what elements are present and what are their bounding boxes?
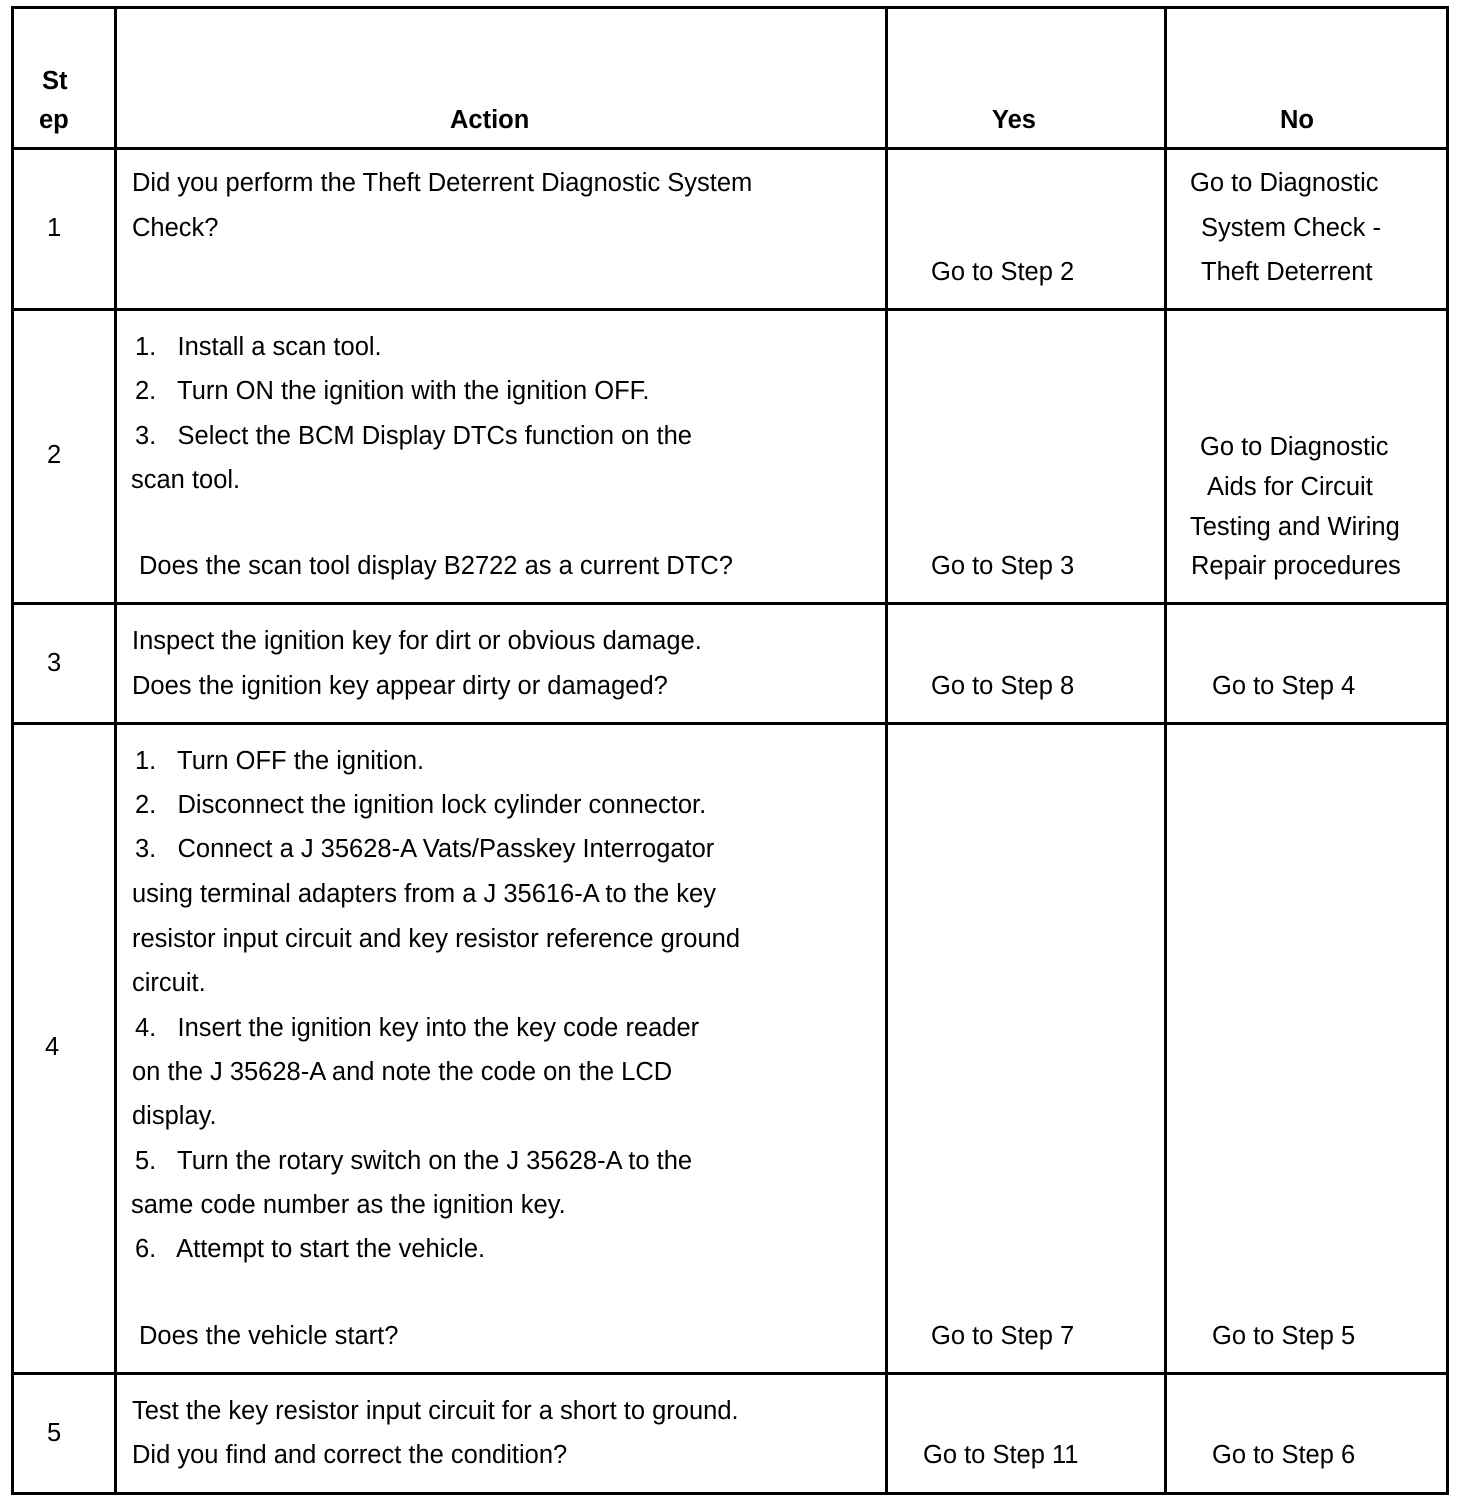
no-link[interactable]: System Check - (1201, 214, 1381, 242)
action-text: 3. Select the BCM Display DTCs function on the (135, 422, 692, 450)
grid-line (11, 308, 1449, 311)
action-text: 3. Connect a J 35628-A Vats/Passkey Interrogator (135, 835, 715, 863)
grid-line (11, 6, 14, 1495)
step-number: 1 (47, 214, 62, 242)
grid-line (885, 6, 888, 1495)
step-number: 3 (47, 649, 62, 677)
no-link[interactable]: Go to Step 5 (1212, 1322, 1356, 1350)
grid-line (11, 602, 1449, 605)
action-text: circuit. (132, 969, 206, 997)
action-text: display. (132, 1102, 217, 1130)
action-text: resistor input circuit and key resistor reference ground (132, 925, 741, 953)
action-text: same code number as the ignition key. (131, 1191, 566, 1219)
grid-line (11, 722, 1449, 725)
yes-link[interactable]: Go to Step 3 (931, 552, 1075, 580)
action-text: Does the vehicle start? (139, 1322, 399, 1350)
action-text: using terminal adapters from a J 35616-A to the key (132, 880, 716, 908)
yes-link[interactable]: Go to Step 8 (931, 672, 1075, 700)
action-text: Check? (132, 214, 219, 242)
action-text: Inspect the ignition key for dirt or obvious damage. (132, 627, 702, 655)
action-text: Did you find and correct the condition? (132, 1441, 568, 1469)
action-text: on the J 35628-A and note the code on the LCD (132, 1058, 673, 1086)
grid-line (1446, 6, 1449, 1495)
action-text: 1. Turn OFF the ignition. (135, 747, 425, 775)
no-link[interactable]: Repair procedures (1191, 552, 1401, 580)
yes-link[interactable]: Go to Step 11 (923, 1441, 1079, 1469)
no-link[interactable]: Go to Diagnostic (1200, 433, 1389, 461)
action-text: 1. Install a scan tool. (135, 333, 382, 361)
step-number: 2 (47, 441, 62, 469)
action-text: 2. Turn ON the ignition with the ignition OFF. (135, 377, 650, 405)
grid-line (1164, 6, 1167, 1495)
no-link[interactable]: Testing and Wiring (1190, 513, 1400, 541)
action-text: Did you perform the Theft Deterrent Diagnostic System (132, 169, 753, 197)
action-text: 5. Turn the rotary switch on the J 35628-A to the (135, 1147, 693, 1175)
yes-link[interactable]: Go to Step 7 (931, 1322, 1075, 1350)
no-link[interactable]: Go to Step 4 (1212, 672, 1356, 700)
header-yes: Yes (992, 106, 1036, 134)
no-link[interactable]: Aids for Circuit (1207, 473, 1373, 501)
action-text: Does the ignition key appear dirty or damaged? (132, 672, 668, 700)
grid-line (11, 147, 1449, 150)
action-text: Test the key resistor input circuit for a short to ground. (132, 1397, 739, 1425)
step-number: 4 (45, 1033, 60, 1061)
no-link[interactable]: Theft Deterrent (1201, 258, 1373, 286)
no-link[interactable]: Go to Step 6 (1212, 1441, 1356, 1469)
action-text: 6. Attempt to start the vehicle. (135, 1235, 486, 1263)
header-step: St (42, 67, 68, 95)
grid-line (11, 6, 1449, 9)
action-text: Does the scan tool display B2722 as a current DTC? (139, 552, 733, 580)
grid-line (114, 6, 117, 1495)
grid-line (11, 1492, 1449, 1495)
yes-link[interactable]: Go to Step 2 (931, 258, 1075, 286)
no-link[interactable]: Go to Diagnostic (1190, 169, 1379, 197)
header-no: No (1280, 106, 1314, 134)
step-number: 5 (47, 1419, 62, 1447)
action-text: 4. Insert the ignition key into the key code reader (135, 1014, 700, 1042)
grid-line (11, 1372, 1449, 1375)
header-step: ep (39, 106, 69, 134)
header-action: Action (450, 106, 530, 134)
action-text: 2. Disconnect the ignition lock cylinder connector. (135, 791, 707, 819)
action-text: scan tool. (131, 466, 241, 494)
